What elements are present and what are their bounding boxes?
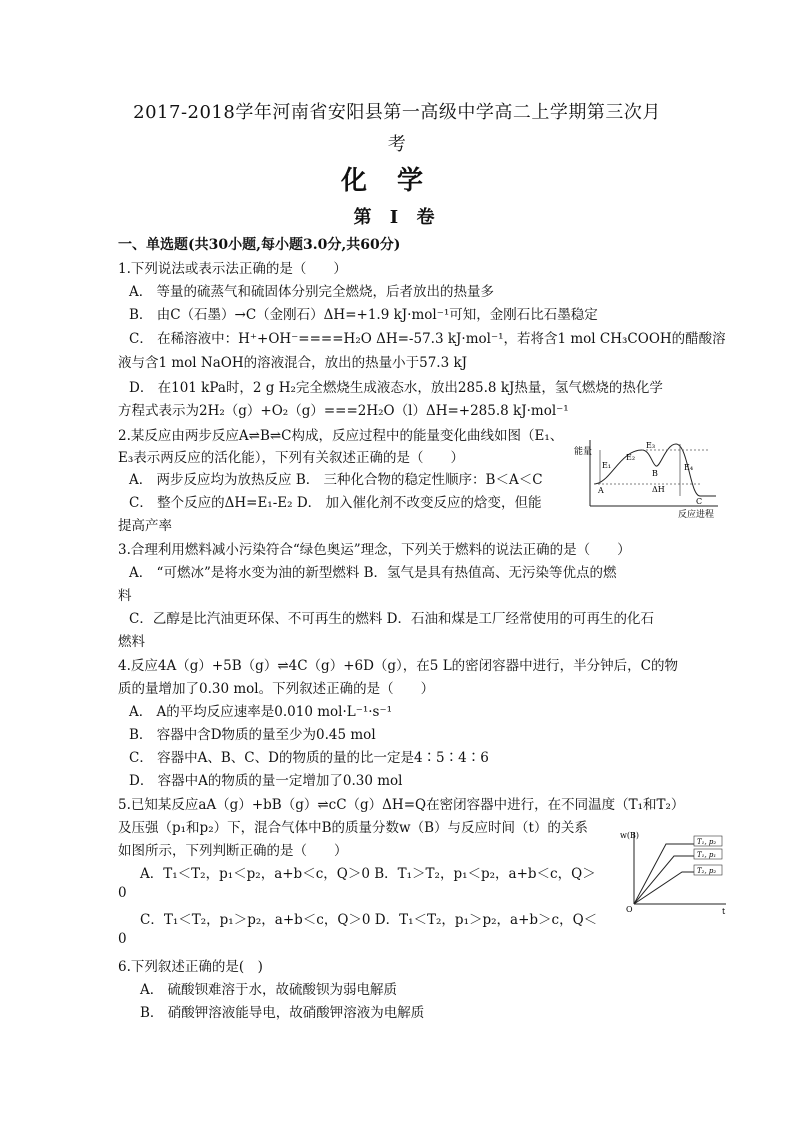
energy-axis-label: 能量	[574, 447, 593, 457]
q4-option-d: D． 容器中A的物质的量一定增加了0.30 mol	[129, 773, 403, 789]
q3-option-b-cont: 料	[118, 588, 132, 604]
section-heading: 一、单选题(共30小题,每小题3.0分,共60分)	[118, 237, 401, 253]
q5-options-cd: C．T₁＜T₂，p₁＞p₂，a+b＜c，Q＞0 D．T₁＜T₂，p₁＞p₂，a+b＞c，Q＜	[140, 912, 598, 928]
q1-option-c: C． 在稀溶液中：H⁺+OH⁻====H₂O ΔH=-57.3 kJ·mol⁻¹，若将含1 mol CH₃COOH的醋酸溶	[129, 331, 726, 347]
label-b: B	[652, 469, 658, 478]
q1-option-d: D． 在101 kPa时，2 g H₂完全燃烧生成液态水，放出285.8 kJ热量，氢气燃烧的热化学	[129, 380, 663, 396]
q3-options-cd: C．乙醇是比汽油更环保、不可再生的燃料 D．石油和煤是工厂经常使用的可再生的化石	[129, 611, 654, 627]
series-label-1: T₁, p₂	[697, 838, 717, 846]
wb-time-figure	[618, 828, 730, 916]
label-e3: E₃	[646, 441, 656, 450]
q1-option-d-cont: 方程式表示为2H₂（g）+O₂（g）===2H₂O（l）ΔH=+285.8 kJ·mol⁻¹	[118, 403, 569, 419]
q1-option-c-cont: 液与含1 mol NaOH的溶液混合，放出的热量小于57.3 kJ	[118, 355, 468, 371]
q2-options-cd: C． 整个反应的ΔH=E₁-E₂ D． 加入催化剂不改变反应的焓变，但能	[129, 495, 542, 511]
time-axis-label: t	[722, 907, 726, 916]
q1-stem: 1.下列说法或表示法正确的是（ ）	[118, 261, 347, 277]
q5-option-b-cont: 0	[118, 885, 127, 901]
q2-stem: 2.某反应由两步反应A⇌B⇌C构成，反应过程中的能量变化曲线如图（E₁、	[118, 428, 564, 444]
q1-option-b: B． 由C（石墨）→C（金刚石）ΔH=+1.9 kJ·mol⁻¹可知，金刚石比石墨稳定	[129, 307, 598, 323]
q5-stem: 5.已知某反应aA（g）+bB（g）⇌cC（g）ΔH=Q在密闭容器中进行，在不同温度（T₁和T₂）	[118, 797, 685, 813]
q5-stem-cont2: 如图所示，下列判断正确的是（ ）	[118, 843, 348, 859]
q5-stem-cont: 及压强（p₁和p₂）下，混合气体中B的质量分数w（B）与反应时间（t）的关系	[118, 820, 588, 836]
progress-axis-label: 反应进程	[678, 510, 715, 520]
subject-heading: 化学	[340, 166, 453, 196]
origin-label: O	[626, 905, 633, 914]
q4-stem: 4.反应4A（g）+5B（g）⇌4C（g）+6D（g），在5 L的密闭容器中进行，半分钟后，C的物	[118, 658, 678, 674]
q2-options-ab: A． 两步反应均为放热反应 B． 三种化合物的稳定性顺序：B＜A＜C	[129, 472, 543, 488]
q4-option-a: A． A的平均反应速率是0.010 mol·L⁻¹·s⁻¹	[129, 704, 393, 720]
series-label-3: T₂, p₂	[697, 867, 717, 875]
q4-option-c: C． 容器中A、B、C、D的物质的量的比一定是4∶5∶4∶6	[129, 750, 489, 766]
label-delta-h: ΔH	[652, 485, 665, 494]
q3-options-ab: A． “可燃冰”是将水变为油的新型燃料 B．氢气是具有热值高、无污染等优点的燃	[129, 565, 617, 581]
label-c: C	[696, 497, 703, 506]
q6-option-b: B． 硝酸钾溶液能导电，故硝酸钾溶液为电解质	[140, 1005, 425, 1021]
exam-title-line1: 2017-2018学年河南省安阳县第一高级中学高二上学期第三次月	[133, 102, 661, 123]
q4-option-b: B． 容器中含D物质的量至少为0.45 mol	[129, 727, 376, 743]
energy-diagram-figure	[570, 436, 720, 520]
label-e2: E₂	[626, 453, 636, 462]
q1-option-a: A． 等量的硫蒸气和硫固体分别完全燃烧，后者放出的热量多	[129, 284, 495, 300]
q5-option-d-cont: 0	[118, 931, 127, 947]
label-e4: E₄	[684, 463, 694, 472]
q2-stem-cont: E₃表示两反应的活化能），下列有关叙述正确的是（ ）	[118, 450, 465, 466]
label-e1: E₁	[602, 461, 612, 470]
q3-stem: 3.合理利用燃料减小污染符合“绿色奥运”理念，下列关于燃料的说法正确的是（ ）	[118, 542, 631, 558]
label-a: A	[598, 486, 604, 495]
q5-options-ab: A．T₁＜T₂，p₁＜p₂，a+b＜c，Q＞0 B．T₁＞T₂，p₁＜p₂，a+b＜c，Q＞	[140, 866, 596, 882]
series-label-2: T₁, p₁	[697, 851, 717, 859]
wb-axis-label: w(B)	[620, 831, 639, 840]
q2-option-d-cont: 提高产率	[118, 518, 172, 534]
q4-stem-cont: 质的量增加了0.30 mol。下列叙述正确的是（ ）	[118, 681, 435, 697]
volume-heading: 第 I 卷	[353, 207, 441, 228]
q6-stem: 6.下列叙述正确的是( )	[118, 959, 263, 975]
q6-option-a: A． 硫酸钡难溶于水，故硫酸钡为弱电解质	[140, 982, 398, 998]
exam-title-line2: 考	[387, 134, 407, 155]
q3-option-d-cont: 燃料	[118, 634, 145, 650]
